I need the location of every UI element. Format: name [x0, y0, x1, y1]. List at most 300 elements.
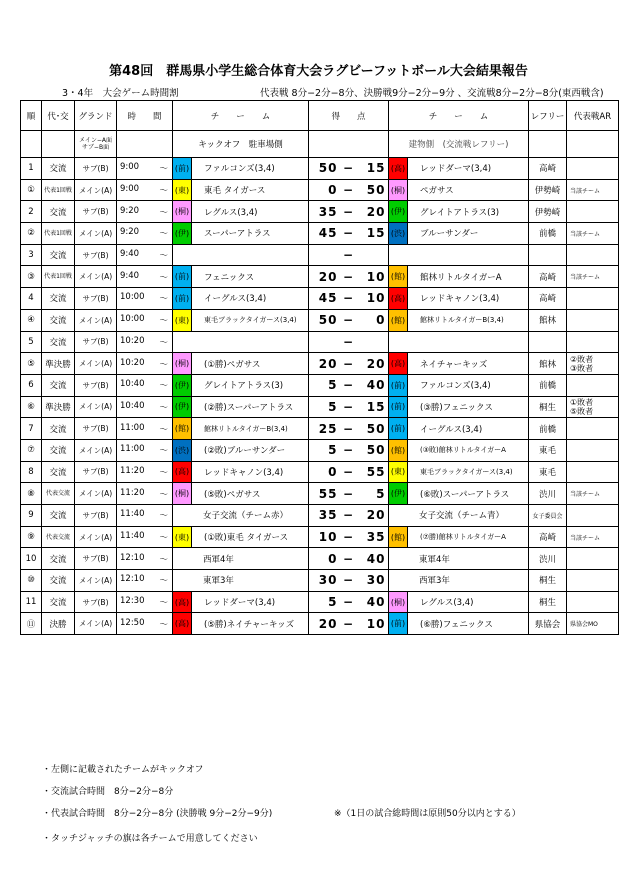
match-type: 代表1回戦 — [42, 179, 75, 201]
tilde: ～ — [159, 316, 168, 327]
score-right: 15 — [366, 161, 386, 176]
match-time-value: 9:40 — [120, 249, 140, 260]
referee: 高崎 — [529, 288, 567, 310]
team-right — [389, 179, 529, 201]
referee: 高崎 — [529, 158, 567, 180]
region-badge: (桐) — [174, 359, 190, 369]
team-right — [389, 418, 529, 440]
match-score — [309, 461, 389, 483]
tilde: ～ — [159, 164, 168, 175]
team-name: レッドキャノン(3,4) — [420, 294, 500, 305]
match-no: 2 — [21, 201, 42, 223]
match-no: ③ — [21, 266, 42, 288]
match-time-value: 12:10 — [120, 574, 145, 585]
team-name: (⑥勝)フェニックス — [420, 619, 493, 630]
match-type: 交流 — [42, 548, 75, 570]
region-badge: (館) — [390, 315, 406, 325]
score-left: 0 — [328, 551, 338, 566]
match-time-value: 10:00 — [120, 314, 145, 325]
score-left: 35 — [318, 204, 338, 219]
assistant-referee — [567, 374, 619, 396]
score-dash: − — [342, 334, 355, 349]
tilde: ～ — [159, 207, 168, 218]
match-type: 交流 — [42, 505, 75, 527]
assistant-referee: 当該チーム — [567, 526, 619, 548]
team-name: レグルス(3,4) — [420, 598, 474, 609]
team-name: (⑤敗)ペガサス — [204, 489, 261, 500]
tilde: ～ — [159, 576, 168, 587]
match-score — [309, 201, 389, 223]
match-ground: メイン(A) — [75, 439, 117, 461]
match-no: 5 — [21, 331, 42, 353]
region-badge: (東) — [174, 315, 190, 325]
match-time — [117, 526, 173, 548]
match-ground: メイン(A) — [75, 353, 117, 375]
team-name: ブルーサンダー — [420, 229, 479, 240]
score-right: 55 — [366, 464, 386, 479]
referee: 伊勢崎 — [529, 179, 567, 201]
tilde: ～ — [159, 229, 168, 240]
match-time-value: 10:20 — [120, 357, 145, 368]
region-badge: (桐) — [174, 489, 190, 499]
team-right — [389, 288, 529, 310]
score-right: 40 — [366, 551, 386, 566]
match-time — [117, 223, 173, 245]
subheader-row — [21, 131, 619, 158]
match-score — [309, 591, 389, 613]
team-name: ファルコンズ(3,4) — [204, 164, 275, 175]
team-name: 西軍3年 — [419, 576, 450, 587]
team-name: グレイトアトラス(3) — [420, 207, 500, 218]
assistant-referee — [567, 548, 619, 570]
match-time — [117, 266, 173, 288]
assistant-referee: 当該チーム — [567, 483, 619, 505]
team-left — [173, 331, 309, 353]
score-left: 30 — [318, 573, 338, 588]
score-left: 20 — [318, 616, 338, 631]
team-left — [173, 483, 309, 505]
region-badge: (東) — [174, 532, 190, 542]
team-right — [389, 483, 529, 505]
assistant-referee — [567, 418, 619, 440]
match-ground: メイン(A) — [75, 613, 117, 635]
match-time — [117, 201, 173, 223]
match-row — [21, 288, 619, 310]
assistant-referee: 当該チーム — [567, 266, 619, 288]
score-right: 50 — [366, 421, 386, 436]
match-score — [309, 483, 389, 505]
tilde: ～ — [159, 511, 168, 522]
score-dash: − — [342, 551, 355, 566]
match-ground: メイン(A) — [75, 309, 117, 331]
tilde: ～ — [159, 186, 168, 197]
assistant-referee — [567, 331, 619, 353]
match-no: 3 — [21, 244, 42, 266]
referee: 渋川 — [529, 548, 567, 570]
match-row — [21, 179, 619, 201]
score-dash: − — [342, 464, 355, 479]
region-badge: (桐) — [390, 185, 406, 195]
match-time-value: 11:20 — [120, 487, 145, 498]
match-time — [117, 353, 173, 375]
match-time — [117, 591, 173, 613]
match-score — [309, 288, 389, 310]
match-score — [309, 158, 389, 180]
match-time — [117, 331, 173, 353]
score-dash: − — [342, 573, 355, 588]
page-title: 第48回 群馬県小学生総合体育大会ラグビーフットボール大会結果報告 — [109, 64, 528, 79]
match-no: 1 — [21, 158, 42, 180]
match-score — [309, 613, 389, 635]
match-ground: メイン(A) — [75, 570, 117, 592]
team-name: 東毛ブラックタイガース(3,4) — [420, 467, 513, 476]
team-name: スーパーアトラス — [204, 229, 271, 240]
team-left — [173, 591, 309, 613]
region-badge: (高) — [390, 163, 406, 173]
team-name: (⑤勝)ネイチャーキッズ — [204, 619, 295, 630]
match-time — [117, 418, 173, 440]
score-right: 30 — [366, 573, 386, 588]
region-badge: (東) — [390, 467, 406, 477]
score-left: 10 — [318, 530, 338, 545]
match-time-value: 11:00 — [120, 422, 145, 433]
match-row — [21, 591, 619, 613]
score-left: 25 — [318, 421, 338, 436]
match-row — [21, 223, 619, 245]
team-name: ペガサス — [420, 186, 454, 197]
region-badge: (館) — [174, 424, 190, 434]
referee: 前橋 — [529, 374, 567, 396]
match-ground: サブ(B) — [75, 374, 117, 396]
match-row — [21, 201, 619, 223]
team-name: 東毛ブラックタイガース(3,4) — [204, 316, 297, 325]
team-right — [389, 526, 529, 548]
referee: 渋川 — [529, 483, 567, 505]
assistant-referee — [567, 570, 619, 592]
match-row — [21, 309, 619, 331]
match-time — [117, 505, 173, 527]
assistant-referee — [567, 201, 619, 223]
match-row — [21, 266, 619, 288]
match-ground: メイン(A) — [75, 526, 117, 548]
match-time-value: 12:30 — [120, 596, 145, 607]
tilde: ～ — [159, 619, 168, 630]
kickoff-side-label: キックオフ 駐車場側 — [173, 131, 309, 158]
match-time — [117, 179, 173, 201]
team-right — [389, 266, 529, 288]
score-right: 10 — [366, 616, 386, 631]
match-ground: メイン(A) — [75, 396, 117, 418]
match-no: ⑤ — [21, 353, 42, 375]
referee: 館林 — [529, 309, 567, 331]
match-row — [21, 418, 619, 440]
match-type: 代表1回戦 — [42, 266, 75, 288]
match-type: 交流 — [42, 309, 75, 331]
match-no: ⑧ — [21, 483, 42, 505]
subtitle: 3・4年 大会ゲーム時間割 — [62, 88, 179, 99]
score-right: 50 — [366, 183, 386, 198]
match-type: 交流 — [42, 461, 75, 483]
score-left: 50 — [318, 313, 338, 328]
score-right: 0 — [376, 313, 386, 328]
match-ground: サブ(B) — [75, 591, 117, 613]
match-no: ⑦ — [21, 439, 42, 461]
header-row — [21, 101, 619, 131]
score-right: 40 — [366, 378, 386, 393]
score-left: 0 — [328, 183, 338, 198]
team-left — [173, 613, 309, 635]
match-type: 交流 — [42, 288, 75, 310]
match-time — [117, 244, 173, 266]
region-badge: (高) — [174, 619, 190, 629]
team-right — [389, 570, 529, 592]
score-right: 20 — [366, 508, 386, 523]
match-no: 4 — [21, 288, 42, 310]
referee: 高崎 — [529, 266, 567, 288]
team-right — [389, 548, 529, 570]
team-name: ファルコンズ(3,4) — [420, 381, 491, 392]
team-name: (⑦勝)館林リトルタイガーA — [420, 533, 506, 542]
team-right — [389, 309, 529, 331]
team-name: 女子交流（チーム青） — [419, 511, 505, 522]
team-left — [173, 461, 309, 483]
match-row — [21, 526, 619, 548]
team-name: (③敗)館林リトルタイガーA — [420, 446, 506, 455]
assistant-referee — [567, 158, 619, 180]
schedule-table — [20, 100, 619, 635]
match-type: 交流 — [42, 158, 75, 180]
score-right: 20 — [366, 204, 386, 219]
match-score — [309, 526, 389, 548]
match-no: ⑪ — [21, 613, 42, 635]
region-badge: (渋) — [390, 228, 406, 238]
region-badge: (前) — [390, 402, 406, 412]
score-dash: − — [342, 421, 355, 436]
score-dash: − — [342, 204, 355, 219]
team-name: ネイチャーキッズ — [420, 359, 488, 370]
team-name: レッドダーマ(3,4) — [420, 164, 492, 175]
match-time — [117, 288, 173, 310]
score-left: 0 — [328, 464, 338, 479]
match-row — [21, 613, 619, 635]
referee: 桐生 — [529, 591, 567, 613]
score-left: 5 — [328, 443, 338, 458]
match-time — [117, 158, 173, 180]
match-row — [21, 374, 619, 396]
note-rep-time: ・代表試合時間 8分−2分−8分 (決勝戦 9分−2分−9分) — [42, 809, 273, 819]
match-type: 交流 — [42, 244, 75, 266]
match-no: 7 — [21, 418, 42, 440]
header-team2: チ ー ム — [389, 101, 529, 131]
team-right — [389, 244, 529, 266]
score-right: 50 — [366, 443, 386, 458]
note-kickoff: ・左側に記載されたチームがキックオフ — [42, 765, 204, 775]
note-total-time: ※（1日の試合総時間は原則50分以内とする） — [334, 809, 521, 819]
team-right — [389, 331, 529, 353]
schedule-rows — [21, 158, 619, 635]
score-dash: − — [342, 595, 355, 610]
match-time — [117, 570, 173, 592]
score-left: 50 — [318, 161, 338, 176]
team-name: レッドダーマ(3,4) — [204, 598, 276, 609]
region-badge: (前) — [174, 272, 190, 282]
region-badge: (高) — [390, 359, 406, 369]
team-name: 館林リトルタイガーA — [420, 272, 502, 283]
region-badge: (館) — [390, 272, 406, 282]
match-time — [117, 439, 173, 461]
team-right — [389, 591, 529, 613]
team-left — [173, 396, 309, 418]
team-right — [389, 505, 529, 527]
match-ground: メイン(A) — [75, 179, 117, 201]
score-dash: − — [342, 183, 355, 198]
score-left: 5 — [328, 378, 338, 393]
referee: 東毛 — [529, 439, 567, 461]
region-badge: (伊) — [174, 228, 190, 238]
referee — [529, 244, 567, 266]
tilde: ～ — [159, 337, 168, 348]
match-type: 決勝 — [42, 613, 75, 635]
match-time — [117, 396, 173, 418]
match-no: 6 — [21, 374, 42, 396]
match-score — [309, 570, 389, 592]
match-time — [117, 461, 173, 483]
region-badge: (桐) — [174, 207, 190, 217]
match-time-value: 9:00 — [120, 184, 140, 195]
match-row — [21, 331, 619, 353]
note-flags: ・タッチジャッチの旗は各チームで用意してください — [42, 834, 258, 844]
score-left: 45 — [318, 226, 338, 241]
score-left: 20 — [318, 356, 338, 371]
match-time-value: 12:50 — [120, 617, 145, 628]
building-side-label: 建物側 (交流戦レフリー) — [389, 131, 529, 158]
team-right — [389, 396, 529, 418]
team-name: イーグルス(3,4) — [420, 424, 483, 435]
team-name: 東毛 タイガース — [204, 186, 266, 197]
tilde: ～ — [159, 424, 168, 435]
team-name: レグルス(3,4) — [204, 207, 258, 218]
team-left — [173, 244, 309, 266]
match-type: 準決勝 — [42, 353, 75, 375]
referee: 桐生 — [529, 396, 567, 418]
score-dash: − — [342, 399, 355, 414]
region-badge: (東) — [174, 185, 190, 195]
match-score — [309, 266, 389, 288]
tilde: ～ — [159, 446, 168, 457]
score-left: 5 — [328, 595, 338, 610]
score-dash: − — [342, 443, 355, 458]
match-type: 交流 — [42, 418, 75, 440]
assistant-referee — [567, 244, 619, 266]
match-score — [309, 548, 389, 570]
team-right — [389, 613, 529, 635]
match-score — [309, 439, 389, 461]
match-ground: サブ(B) — [75, 331, 117, 353]
score-right: 15 — [366, 226, 386, 241]
referee: 伊勢崎 — [529, 201, 567, 223]
team-left — [173, 288, 309, 310]
score-left: 35 — [318, 508, 338, 523]
region-badge: (桐) — [390, 597, 406, 607]
team-name: (①敗)東毛 タイガース — [204, 533, 289, 544]
team-name: フェニックス — [204, 272, 255, 283]
match-time — [117, 374, 173, 396]
team-left — [173, 353, 309, 375]
assistant-referee — [567, 591, 619, 613]
score-right: 20 — [366, 356, 386, 371]
tilde: ～ — [159, 598, 168, 609]
match-time-value: 11:00 — [120, 444, 145, 455]
region-badge: (高) — [390, 293, 406, 303]
score-dash: − — [342, 616, 355, 631]
score-left: 45 — [318, 291, 338, 306]
ground-note: メイン−A面 サブ−B面 — [75, 131, 117, 158]
match-type: 交流 — [42, 439, 75, 461]
region-badge: (前) — [174, 163, 190, 173]
match-ground: サブ(B) — [75, 548, 117, 570]
match-ground: サブ(B) — [75, 288, 117, 310]
team-left — [173, 570, 309, 592]
match-ground: サブ(B) — [75, 201, 117, 223]
match-row — [21, 158, 619, 180]
score-dash: − — [342, 313, 355, 328]
score-right: 10 — [366, 291, 386, 306]
match-score — [309, 244, 389, 266]
referee: 前橋 — [529, 223, 567, 245]
assistant-referee — [567, 505, 619, 527]
region-badge: (伊) — [390, 489, 406, 499]
match-no: ⑥ — [21, 396, 42, 418]
header-time: 時 間 — [117, 101, 173, 131]
match-ground: メイン(A) — [75, 483, 117, 505]
assistant-referee — [567, 439, 619, 461]
score-dash: − — [342, 486, 355, 501]
team-name: (②勝)スーパーアトラス — [204, 402, 294, 413]
team-left — [173, 418, 309, 440]
assistant-referee: 当該チーム — [567, 179, 619, 201]
region-badge: (前) — [390, 380, 406, 390]
referee — [529, 331, 567, 353]
referee: 県協会 — [529, 613, 567, 635]
match-type: 準決勝 — [42, 396, 75, 418]
team-right — [389, 223, 529, 245]
score-dash: − — [342, 356, 355, 371]
referee: 前橋 — [529, 418, 567, 440]
score-dash: − — [342, 269, 355, 284]
header-score: 得 点 — [309, 101, 389, 131]
match-score — [309, 374, 389, 396]
tilde: ～ — [159, 489, 168, 500]
referee: 桐生 — [529, 570, 567, 592]
region-badge: (高) — [174, 597, 190, 607]
match-no: 8 — [21, 461, 42, 483]
match-row — [21, 570, 619, 592]
match-no: ④ — [21, 309, 42, 331]
score-dash: − — [342, 530, 355, 545]
team-name: グレイトアトラス(3) — [204, 381, 284, 392]
match-time-value: 9:40 — [120, 270, 140, 281]
match-time-value: 9:20 — [120, 227, 140, 238]
team-left — [173, 266, 309, 288]
tilde: ～ — [159, 294, 168, 305]
tilde: ～ — [159, 402, 168, 413]
assistant-referee: ②敗者 ③敗者 — [567, 353, 619, 375]
score-dash: − — [342, 226, 355, 241]
match-score — [309, 505, 389, 527]
tilde: ～ — [159, 272, 168, 283]
team-name: 館林リトルタイガーB(3,4) — [420, 316, 504, 325]
region-badge: (渋) — [174, 445, 190, 455]
